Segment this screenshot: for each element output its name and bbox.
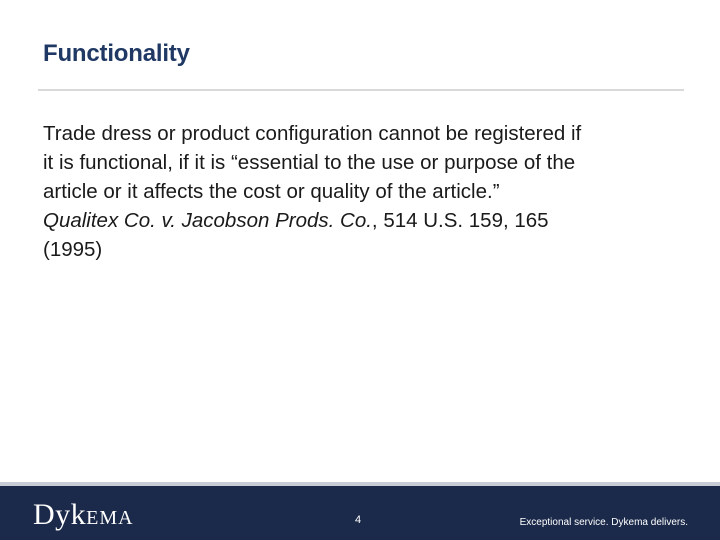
body-line: article or it affects the cost or quality of the article.”: [43, 180, 500, 203]
citation-text: , 514 U.S. 159, 165: [371, 209, 549, 232]
title-divider: [38, 89, 684, 91]
page-number: 4: [355, 514, 362, 526]
body-line: it is functional, if it is “essential to the use or purpose of the: [43, 151, 576, 174]
footer-tagline: Exceptional service. Dykema delivers.: [519, 517, 688, 528]
footer-bar: [0, 482, 720, 540]
citation-year: (1995): [43, 238, 103, 261]
case-name: Qualitex Co. v. Jacobson Prods. Co.: [43, 209, 372, 232]
slide-title: Functionality: [43, 40, 190, 67]
body-line: Trade dress or product configuration cannot be registered if: [43, 122, 582, 145]
slide-body: [43, 119, 693, 264]
dykema-logo: DykEMA: [33, 498, 134, 531]
